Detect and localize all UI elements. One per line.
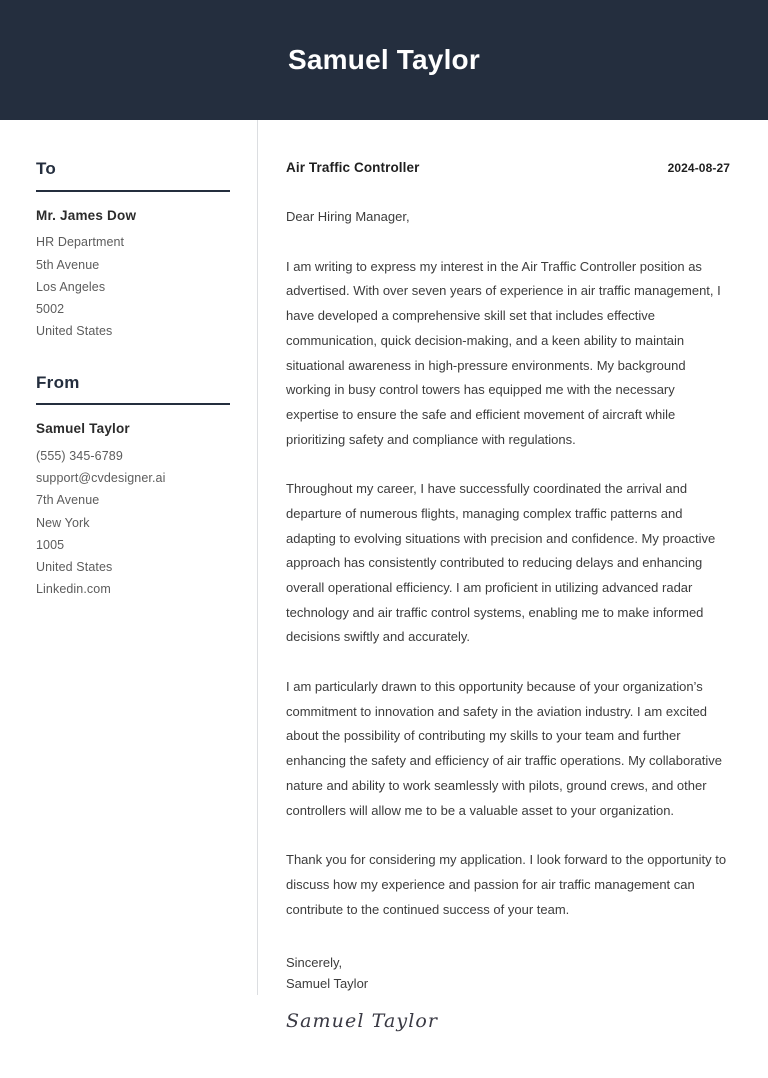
sign-off: Sincerely, — [286, 955, 343, 971]
sender-line: 1005 — [36, 537, 65, 552]
letter-paragraph: I am writing to express my interest in the Air Traffic Controller position as advertised. With over seven years of experience in air traffic management, I have developed a comprehensive skill set that includes effective communication, quick decision-making, and a keen ability to maintain situational awareness in high-pressure environments. My background working in busy control towers has equipped me with the necessary expertise to ensure the safe and efficient movement of aircraft while prioritizing safety and compliance with regulations. — [286, 258, 721, 447]
sender-name: Samuel Taylor — [36, 421, 130, 437]
letter-paragraph: Throughout my career, I have successfully coordinated the arrival and departure of numerous flights, managing complex traffic patterns and adapting to evolving situations with precision and confidence. My proactive approach has consistently contributed to reducing delays and enhancing overall operational efficiency. I am proficient in utilizing advanced radar technology and air traffic control systems, enabling me to make informed decisions swiftly and accurately. — [286, 481, 716, 645]
letter-header-row — [286, 160, 730, 175]
sign-off-name: Samuel Taylor — [286, 976, 369, 992]
recipient-name: Mr. James Dow — [36, 207, 137, 223]
sender-line: New York — [36, 515, 90, 530]
document-body — [0, 120, 768, 1032]
recipient-heading: To — [36, 159, 57, 178]
sender-rule — [36, 403, 230, 405]
letter-content — [257, 120, 768, 1032]
signature: Samuel Taylor — [286, 1010, 439, 1033]
sender-line: United States — [36, 560, 113, 574]
sender-heading: From — [36, 372, 80, 392]
recipient-line: Los Angeles — [36, 279, 106, 294]
recipient-line: 5th Avenue — [36, 257, 100, 272]
sender-email[interactable]: support@cvdesigner.ai — [36, 471, 166, 485]
job-title: Air Traffic Controller — [286, 160, 420, 175]
recipient-section — [36, 160, 230, 343]
letter-date: 2024-08-27 — [667, 161, 730, 175]
recipient-line: HR Department — [36, 235, 125, 250]
sender-website[interactable]: Linkedin.com — [36, 582, 111, 597]
sender-phone: (555) 345-6789 — [36, 448, 123, 463]
page-title: Samuel Taylor — [288, 44, 480, 75]
column-divider — [257, 120, 258, 995]
letter-paragraph: Thank you for considering my application. I look forward to the opportunity to discuss how my experience and passion for air traffic management can contribute to the continued success of your team. — [286, 852, 727, 917]
sender-section — [36, 374, 230, 601]
header-banner — [0, 0, 768, 120]
recipient-line: United States — [36, 324, 113, 339]
letter-paragraph: I am particularly drawn to this opportunity because of your organization’s commitment to innovation and safety in the aviation industry. I am excited about the possibility of contributing my skills to your team and further enhancing the safety and efficiency of air traffic operations. My collaborative nature and ability to work seamlessly with pilots, ground crews, and other controllers will allow me to be a valuable asset to your organization. — [286, 679, 722, 818]
section-spacer — [36, 343, 230, 374]
recipient-line: 5002 — [36, 302, 65, 316]
salutation: Dear Hiring Manager, — [286, 209, 410, 224]
sender-line: 7th Avenue — [36, 493, 100, 508]
recipient-rule — [36, 190, 230, 192]
sidebar — [0, 120, 257, 601]
